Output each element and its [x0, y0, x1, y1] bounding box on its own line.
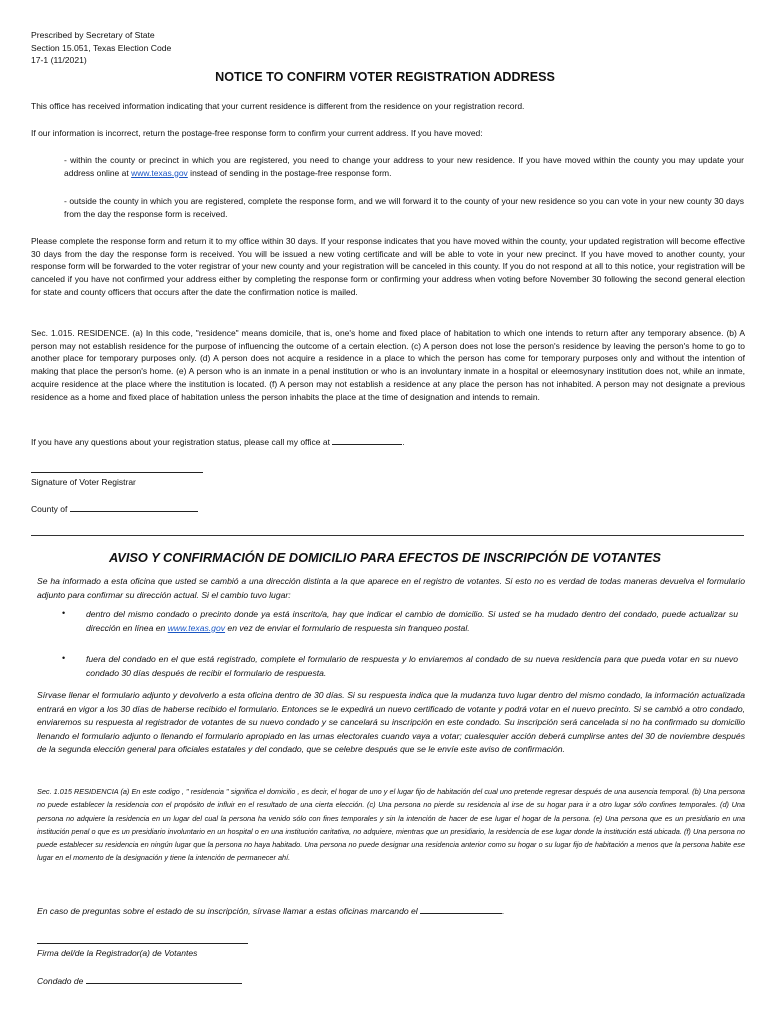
en-signature-label: Signature of Voter Registrar: [31, 477, 136, 487]
es-texas-gov-link[interactable]: www.texas.gov: [167, 622, 226, 633]
en-county-field[interactable]: [70, 511, 198, 512]
en-questions-line: [31, 436, 745, 449]
es-signature-line[interactable]: [37, 943, 248, 944]
en-signature-line[interactable]: [31, 472, 203, 473]
es-county-label: Condado de: [37, 976, 86, 986]
en-questions-end: .: [402, 437, 405, 447]
en-paragraph-1: This office has received information indicating that your current residence is different from the residence on your registration record.: [31, 101, 525, 111]
en-bullet-1-text-end: instead of sending in the postage-free response form.: [187, 167, 392, 178]
form-header: [31, 29, 171, 67]
section-divider: [31, 535, 744, 536]
en-residence-section: Sec. 1.015. RESIDENCE. (a) In this code, "residence" means domicile, that is, one's home and fixed place of habitation to which one intends to return after any temporary absence. (b) A person may not establish residence for the purpose of influencing the outcome of a certain election. (c) A person does not lose the person's residence by leaving the person's home to go to another place for temporary purposes only. (d) A person does not acquire a residence in a place to which the person has come for temporary purposes only and without the intention of making that place the person's home. (e) A person who is an inmate in a penal institution or who is an involuntary inmate in a hospital or eleemosynary institution does not, while an inmate, acquire residence at the place where the institution is located. (f) A person may not establish a residence at any place the person has not inhabited. A person may not designate a previous residence as a home and fixed place of habitation unless the person inhabits the place at the time of designation and intends to remain.: [31, 328, 745, 402]
en-paragraph-2: If our information is incorrect, return the postage-free response form to confirm your current address. If you have moved:: [31, 128, 483, 138]
es-county-field[interactable]: [86, 983, 242, 984]
en-bullet-outside-county: - outside the county in which you are registered, complete the response form, and we will forward it to the county of your new residence so you can vote in your new county 30 days from the day the response form is received.: [64, 196, 744, 219]
es-phone-number-field[interactable]: [420, 913, 502, 914]
en-county-line: [31, 504, 198, 514]
es-bullet-1-text: dentro del mismo condado o precinto donde ya está inscrito/a, hay que indicar el cambio de domicilio. Si usted se ha mudado dentro del condado, puede actualizar su dirección en línea en: [86, 609, 738, 633]
es-bullet-outside-county: fuera del condado en el que está registrado, complete el formulario de respuesta y lo enviaremos al condado de su nueva residencia para que pueda votar en su nuevo condado 30 días después de recibir el formulario de respuesta.: [86, 654, 738, 678]
bullet-icon: •: [62, 653, 66, 663]
en-paragraph-3: Please complete the response form and return it to my office within 30 days. If your response indicates that you have moved within the county, your updated registration will become effective 30 days from the day the response form is received. You will be issued a new voting certificate and will be able to vote in your new precinct. If you have moved to another county, your response form will be forwarded to the voter registrar of your new county and your registration will be canceled in this county. If you do not respond at all to this notice, your registration will be canceled if you have not confirmed your address either by completing the response form or confirming your address when voting before November 30 following the second general election for state and county officers that occurs after the date the confirmation notice is mailed.: [31, 236, 745, 297]
es-residence-section: Sec. 1.015 RESIDENCIA (a) En este codigo , " residencia " significa el domicilio , es decir, el hogar de uno y el lugar fijo de habitación del cual uno pretende regresar después de una ausencia temporal. (b) Una persona no puede establecer la residencia con el propósito de influir en el resultado de una cierta elección. (c) Una persona no pierde su residencia al irse de su hogar para ir a otro lugar sólo confines temporales. (d) Una persona no adquiere la residencia en un lugar del cual la persona ha venido sólo con fines temporales y sin la intención de hacer de ese lugar el hogar de la persona. (e) Una persona que es un presidiario en una institución penal o que es un presidiario involuntario en un hospital o en una institución caritativa, no adquiere, mientras que un presidiario, la residencia de ese lugar donde la institución está ubicada. (f) Una persona no puede establecer su residencia en ningún lugar que la persona no haya habitado. Una persona no puede designar una residencia anterior como su hogar o su lugar fijo de habitación a menos que la persona habite ese lugar en el momento de la designación y tiene la intención de permanecer ahí.: [37, 787, 745, 863]
header-line-1: Prescribed by Secretary of State: [31, 30, 155, 40]
es-bullet-1-text-end: en vez de enviar el formulario de respuesta sin franqueo postal.: [225, 622, 470, 633]
es-signature-label: Firma del/de la Registrador(a) de Votantes: [37, 948, 198, 958]
en-questions-text: If you have any questions about your registration status, please call my office at: [31, 437, 333, 447]
es-county-line: [37, 976, 242, 986]
header-line-3: 17-1 (11/2021): [31, 55, 87, 65]
en-bullet-1-text: - within the county or precinct in which you are registered, you need to change your address to your new residence. If you have moved within the county you may update your address online at: [64, 155, 744, 178]
english-title: NOTICE TO CONFIRM VOTER REGISTRATION ADDRESS: [215, 70, 555, 84]
bullet-icon: •: [62, 608, 66, 618]
spanish-title: AVISO Y CONFIRMACIÓN DE DOMICILIO PARA EFECTOS DE INSCRIPCIÓN DE VOTANTES: [109, 550, 661, 565]
texas-gov-link[interactable]: www.texas.gov: [131, 167, 188, 178]
es-paragraph-1: Se ha informado a esta oficina que usted se cambió a una dirección distinta a la que aparece en el registro de votantes. Si esto no es verdad de todas maneras devuelva el formulario adjunto para confirmar su dirección actual. Si el cambio tuvo lugar:: [37, 576, 745, 600]
es-questions-end: .: [502, 906, 505, 916]
header-line-2: Section 15.051, Texas Election Code: [31, 42, 172, 53]
es-questions-line: [37, 905, 745, 919]
es-bullet-within-county: [86, 608, 738, 635]
es-questions-text: En caso de preguntas sobre el estado de su inscripción, sírvase llamar a estas oficinas marcando el: [37, 906, 421, 916]
en-county-label: County of: [31, 504, 70, 514]
es-paragraph-2: Sírvase llenar el formulario adjunto y devolverlo a esta oficina dentro de 30 días. Si su respuesta indica que la mudanza tuvo lugar dentro del mismo condado, la información actualizada entrará en vigor a los 30 días de haberse recibido el formulario. Entonces se le expedirá un nuevo certificado de votante y podrá votar en el nuevo precinto. Si se cambió a otro condado, enviaremos su respuesta al registrador de votantes de su nuevo condado y se cancelará su inscripción en este condado. Su inscripción será cancelada si no ha confirmado su domicilio llenando el formulario adjunto o llenando el formulario apropiado en las urnas electorales cuando vaya a votar; cualesquier acción deberá cumplirse antes del 30 de noviembre después de la segunda elección general para oficiales estatales y del condado, que se celebre después que se le envíe este aviso de confirmación.: [37, 690, 745, 754]
en-bullet-within-county: [64, 154, 744, 179]
phone-number-field[interactable]: [332, 444, 402, 445]
